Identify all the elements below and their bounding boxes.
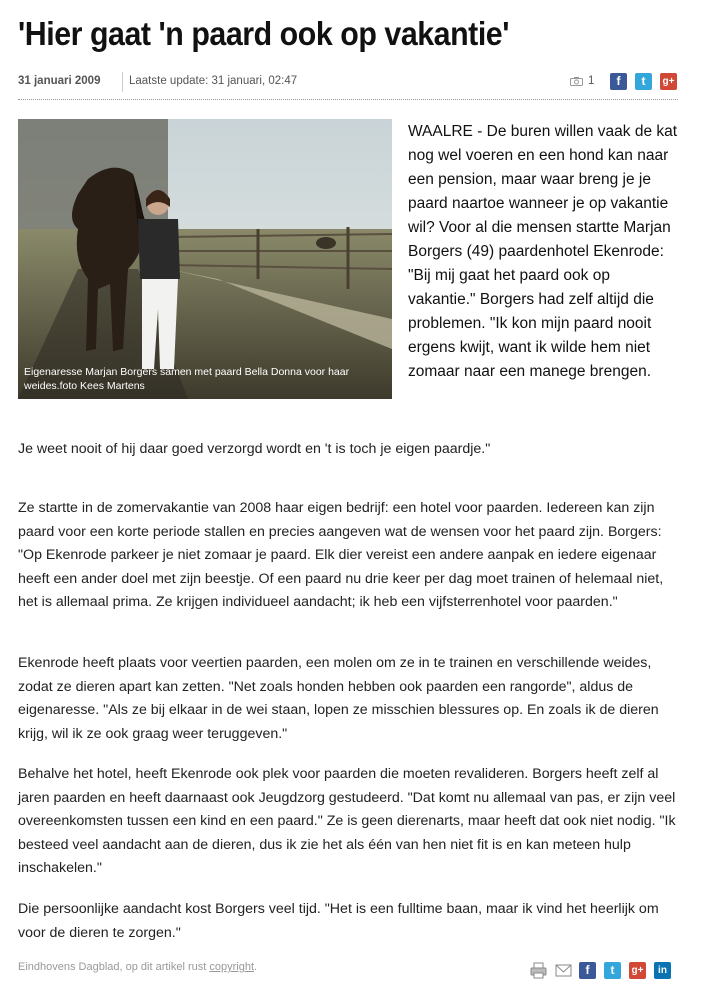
article-title: 'Hier gaat 'n paard ook op vakantie' xyxy=(18,15,509,52)
last-update: Laatste update: 31 januari, 02:47 xyxy=(129,75,298,87)
divider xyxy=(18,99,678,100)
photo-caption: Eigenaresse Marjan Borgers samen met paard Bella Donna voor haar weides.foto Kees Martens xyxy=(24,366,350,392)
paragraph: Je weet nooit of hij daar goed verzorgd wordt en 't is toch je eigen paardje." xyxy=(18,441,491,457)
googleplus-share-button[interactable]: g+ xyxy=(660,73,677,90)
article-date: 31 januari 2009 xyxy=(18,75,101,87)
footer-text: Eindhovens Dagblad, op dit artikel rust xyxy=(18,961,210,973)
article-meta xyxy=(18,72,678,94)
footer-end: . xyxy=(254,961,258,973)
print-icon[interactable] xyxy=(530,962,547,979)
facebook-share-button[interactable]: f xyxy=(579,962,596,979)
paragraph: Ekenrode heeft plaats voor veertien paarden, een molen om ze in te trainen en verschillende weides, zodat ze dieren apart kan zetten. "Net zoals honden hebben ook paarden een rangorde", aldus de eigenaresse. "Als ze bij elkaar in de wei staan, lopen ze misschien blessures op. En zoals ik de dieren krijg, wil ik ze ook graag weer teruggeven." xyxy=(18,655,659,742)
mail-icon[interactable] xyxy=(555,962,572,979)
linkedin-share-button[interactable]: in xyxy=(654,962,671,979)
twitter-share-button[interactable]: t xyxy=(635,73,652,90)
googleplus-share-button[interactable]: g+ xyxy=(629,962,646,979)
paragraph: Die persoonlijke aandacht kost Borgers veel tijd. "Het is een fulltime baan, maar ik vind het heerlijk om voor de dieren te zorgen." xyxy=(18,901,659,941)
photo-count: 1 xyxy=(588,75,595,87)
copyright-link[interactable]: copyright xyxy=(209,961,255,973)
photo-image xyxy=(18,119,392,399)
paragraph: Behalve het hotel, heeft Ekenrode ook plek voor paarden die moeten revalideren. Borgers heeft zelf al jaren paarden en heeft daarnaast ook Jeugdzorg gestudeerd. "Dat komt nu allemaal van pas, er zijn veel overeenkomsten tussen een kind en een paard." Ze is geen dierenarts, maar heeft dat ook niet nodig. "Ik besteed veel aandacht aan de dieren, dus ik zie het als één van hen niet fit is en kan meteen hulp inschakelen." xyxy=(18,766,676,877)
article-photo[interactable] xyxy=(18,119,392,399)
facebook-share-button[interactable]: f xyxy=(610,73,627,90)
meta-divider xyxy=(122,72,123,92)
paragraph: Ze startte in de zomervakantie van 2008 haar eigen bedrijf: een hotel voor paarden. Iedereen kan zijn paard voor een korte periode stallen en precies aangeven wat de wensen voor het paard zijn. Borgers: "Op Ekenrode parkeer je niet zomaar je paard. Elk dier vereist een andere aanpak en iedere eigenaar heeft een ander doel met zijn beestje. Of een paard nu drie keer per dag moet trainen of helemaal niet, het is allemaal prima. Ze krijgen individueel aandacht; ik heb een vijfsterrenhotel voor paarden." xyxy=(18,500,664,611)
article-lead: WAALRE - De buren willen vaak de kat nog wel voeren en een hond kan naar een pension, maar waar breng je je paard naartoe wanneer je op vakantie wil? Voor al die mensen startte Marjan Borgers (49) paardenhotel Ekenrode: "Bij mij gaat het paard ook op vakantie." Borgers had zelf altijd die problemen. "Ik kon mijn paard nooit ergens kwijt, want ik wilde hem niet zomaar naar een manege brengen. xyxy=(408,123,678,380)
camera-icon[interactable] xyxy=(570,77,583,86)
twitter-share-button[interactable]: t xyxy=(604,962,621,979)
